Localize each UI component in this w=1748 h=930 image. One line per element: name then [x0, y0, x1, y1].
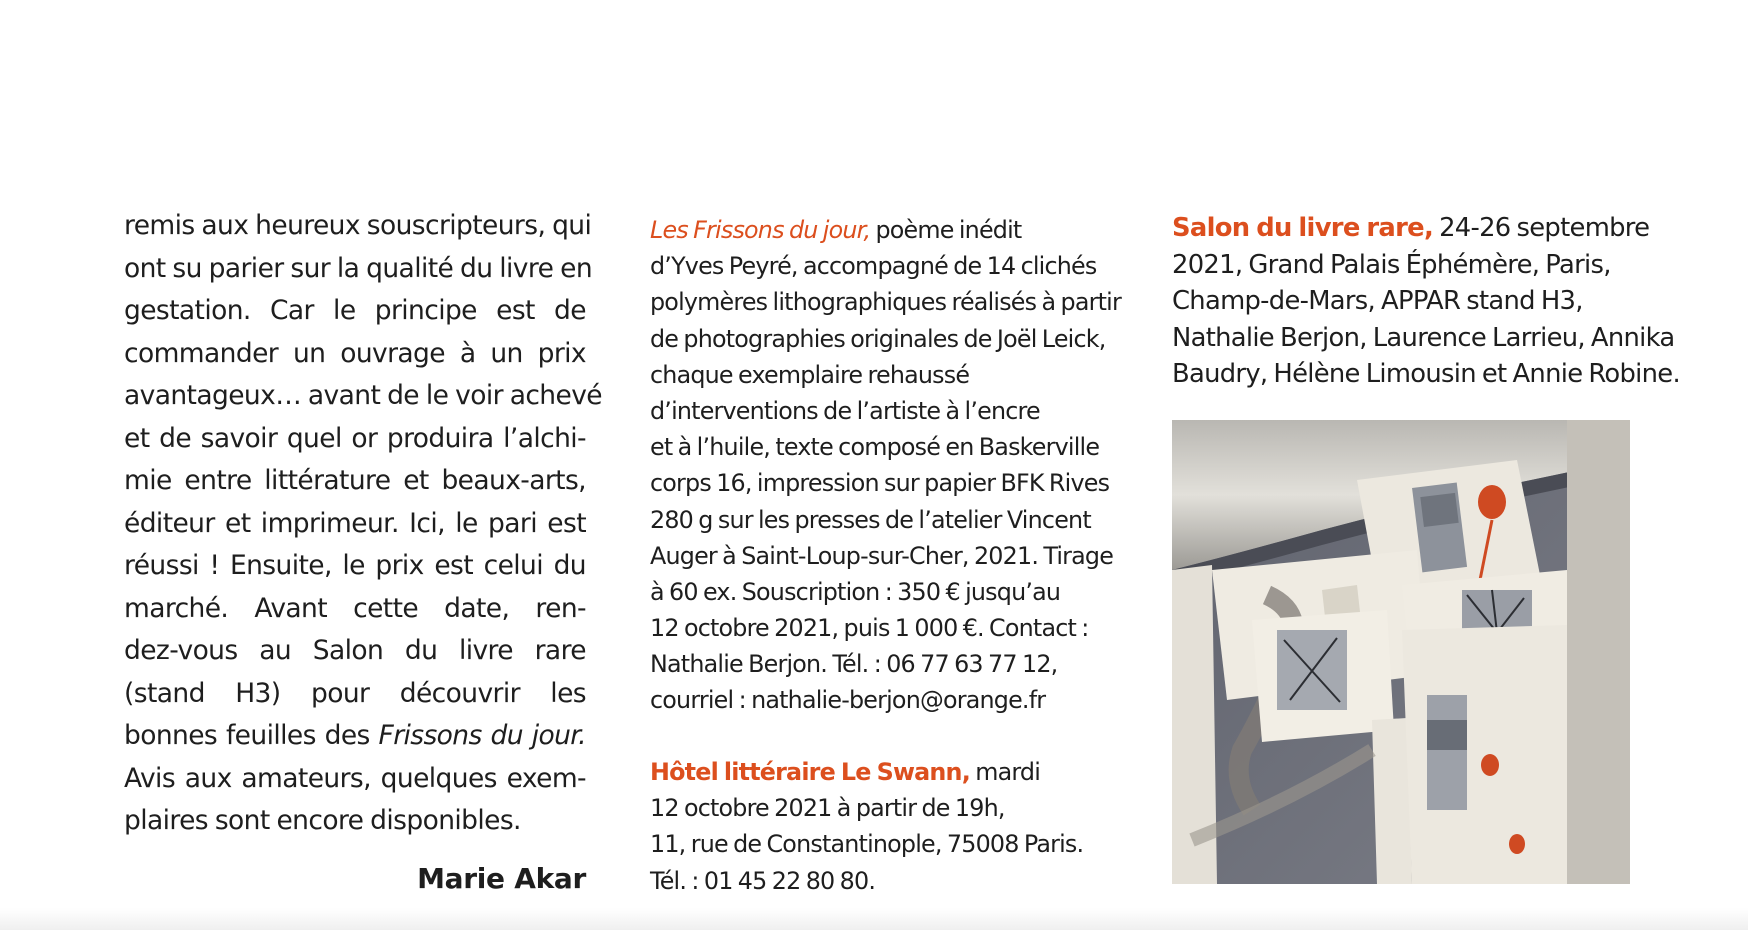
hotel-event-info: [650, 754, 1130, 899]
info-line: corps 16, impression sur papier BFK Rives: [650, 469, 1110, 498]
info-line: de photographies originales de Joël Leick,: [650, 324, 1106, 353]
workshop-photo: [1172, 420, 1630, 884]
body-line: commander un ouvrage à un prix: [124, 337, 586, 369]
body-line: remis aux heureux souscripteurs, qui: [124, 210, 592, 241]
info-line: 12 octobre 2021, puis 1 000 €. Contact :: [650, 614, 1089, 643]
body-line: éditeur et imprimeur. Ici, le pari est: [124, 507, 586, 539]
book-info-column: [650, 212, 1130, 719]
info-line: 11, rue de Constantinople, 75008 Paris.: [650, 830, 1084, 859]
info-line: Champ-de-Mars, APPAR stand H3,: [1172, 286, 1583, 316]
info-line: 280 g sur les presses de l’atelier Vincent: [650, 505, 1091, 534]
info-line: d’interventions de l’artiste à l’encre: [650, 396, 1040, 425]
body-line: marché. Avant cette date, ren-: [124, 592, 586, 624]
info-line: [1172, 210, 1672, 247]
body-line: avantageux… avant de le voir achevé: [124, 380, 602, 411]
info-text: poème inédit: [870, 216, 1022, 244]
author-signature: Marie Akar: [417, 862, 586, 895]
info-line: et à l’huile, texte composé en Baskerville: [650, 433, 1100, 462]
info-line: à 60 ex. Souscription : 350 € jusqu’au: [650, 577, 1061, 606]
info-text: 24-26 septembre: [1433, 213, 1650, 243]
info-line: 2021, Grand Palais Éphémère, Paris,: [1172, 249, 1611, 280]
body-line: réussi ! Ensuite, le prix est celui du: [124, 550, 586, 581]
info-line: d’Yves Peyré, accompagné de 14 clichés: [650, 252, 1097, 281]
body-line: [124, 715, 586, 758]
page-bottom-edge: [0, 908, 1748, 930]
salon-info-column: [1172, 210, 1680, 393]
info-line: Nathalie Berjon. Tél. : 06 77 63 77 12,: [650, 650, 1058, 679]
body-line: ont su parier sur la qualité du livre en: [124, 252, 593, 284]
info-line: Auger à Saint-Loup-sur-Cher, 2021. Tirage: [650, 541, 1114, 570]
body-line: plaires sont encore disponibles.: [124, 805, 521, 836]
info-line: polymères lithographiques réalisés à partir: [650, 288, 1121, 317]
book-title: Les Frissons du jour,: [650, 216, 871, 244]
info-line: courriel : nathalie-berjon@orange.fr: [650, 686, 1046, 715]
body-line: gestation. Car le principe est de: [124, 295, 586, 326]
article-body-column: [124, 205, 602, 843]
body-line: et de savoir quel or produira l’alchi-: [124, 422, 586, 454]
body-line: (stand H3) pour découvrir les: [124, 677, 586, 709]
info-line: [650, 754, 1130, 790]
body-line: dez-vous au Salon du livre rare: [124, 635, 586, 666]
info-text: mardi: [969, 758, 1041, 786]
info-line: 12 octobre 2021 à partir de 19h,: [650, 794, 1005, 823]
body-text: bonnes feuilles des: [124, 720, 379, 751]
info-line: Baudry, Hélène Limousin et Annie Robine.: [1172, 359, 1680, 389]
info-line: Nathalie Berjon, Laurence Larrieu, Annika: [1172, 322, 1675, 353]
body-line: Avis aux amateurs, quelques exem-: [124, 762, 586, 794]
book-title-italic: Frissons du jour.: [378, 720, 586, 751]
info-line: Tél. : 01 45 22 80 80.: [650, 866, 876, 895]
hotel-name: Hôtel littéraire Le Swann,: [650, 758, 970, 786]
info-line: chaque exemplaire rehaussé: [650, 360, 970, 389]
body-line: mie entre littérature et beaux-arts,: [124, 465, 586, 496]
salon-name: Salon du livre rare,: [1172, 213, 1434, 243]
info-line: [650, 212, 1130, 248]
